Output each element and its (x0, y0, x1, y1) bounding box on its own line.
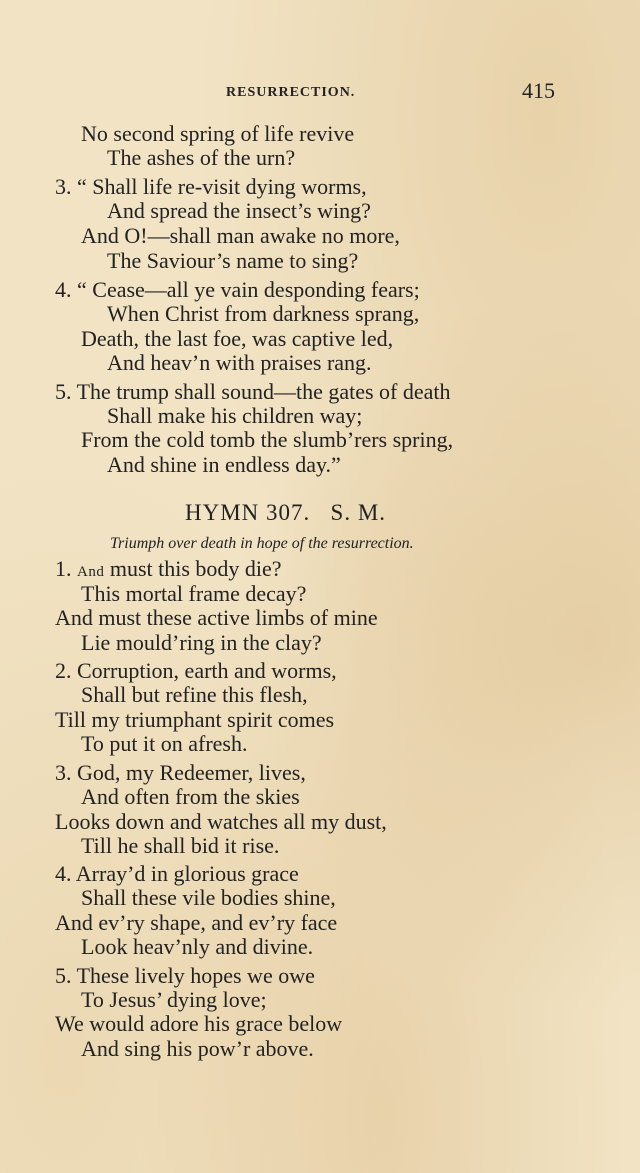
verse-line: Shall but refine this flesh, (81, 682, 308, 707)
verse-line: To put it on afresh. (81, 731, 248, 756)
verse-line: Till my triumphant spirit comes (55, 707, 335, 732)
verse-line (55, 557, 282, 584)
verse-line: No second spring of life revive (81, 121, 355, 146)
verse-line: 3. “ Shall life re-visit dying worms, (55, 174, 367, 199)
verse-line: 4. Array’d in glorious grace (55, 861, 299, 886)
running-title: RESURRECTION. (226, 85, 356, 100)
verse-line: The ashes of the urn? (107, 145, 296, 170)
verse-line: 5. These lively hopes we owe (55, 963, 315, 988)
first-line-text: must this body die? (104, 556, 282, 581)
verse-line: Death, the last foe, was captive led, (81, 326, 394, 351)
small-caps-word: And (77, 564, 105, 580)
verse-line: Till he shall bid it rise. (81, 833, 280, 858)
verse-line: And often from the skies (81, 784, 300, 809)
verse-line: When Christ from darkness sprang, (107, 301, 420, 326)
verse-line: This mortal frame decay? (81, 581, 307, 606)
verse-line: 2. Corruption, earth and worms, (55, 658, 337, 683)
verse-line: And heav’n with praises rang. (107, 350, 372, 375)
verse-line: And must these active limbs of mine (55, 605, 378, 630)
verse-line: Shall these vile bodies shine, (81, 885, 336, 910)
verse-line: Lie mould’ring in the clay? (81, 630, 322, 655)
verse-line: Looks down and watches all my dust, (55, 809, 387, 834)
verse-line: And sing his pow’r above. (81, 1036, 314, 1061)
verse-line: And shine in endless day.” (107, 452, 341, 477)
verse-line: And spread the insect’s wing? (107, 198, 371, 223)
page-number: 415 (522, 78, 555, 103)
verse-line: 3. God, my Redeemer, lives, (55, 760, 306, 785)
verse-line: And ev’ry shape, and ev’ry face (55, 910, 338, 935)
verse-line: Shall make his children way; (107, 403, 363, 428)
verse-line: 5. The trump shall sound—the gates of death (55, 379, 451, 404)
verse-number: 1. (55, 556, 72, 581)
verse-line: The Saviour’s name to sing? (107, 248, 359, 273)
page-header (0, 78, 640, 108)
verse-line: To Jesus’ dying love; (81, 987, 267, 1012)
verse-line: Look heav’nly and divine. (81, 934, 314, 959)
verse-line: 4. “ Cease—all ye vain desponding fears; (55, 277, 420, 302)
verse-line: We would adore his grace below (55, 1011, 343, 1036)
hymn-subtitle: Triumph over death in hope of the resurrection. (110, 535, 414, 552)
verse-line: And O!—shall man awake no more, (81, 223, 400, 248)
hymn-title: HYMN 307. S. M. (185, 500, 387, 525)
verse-line: From the cold tomb the slumb’rers spring, (81, 427, 454, 452)
